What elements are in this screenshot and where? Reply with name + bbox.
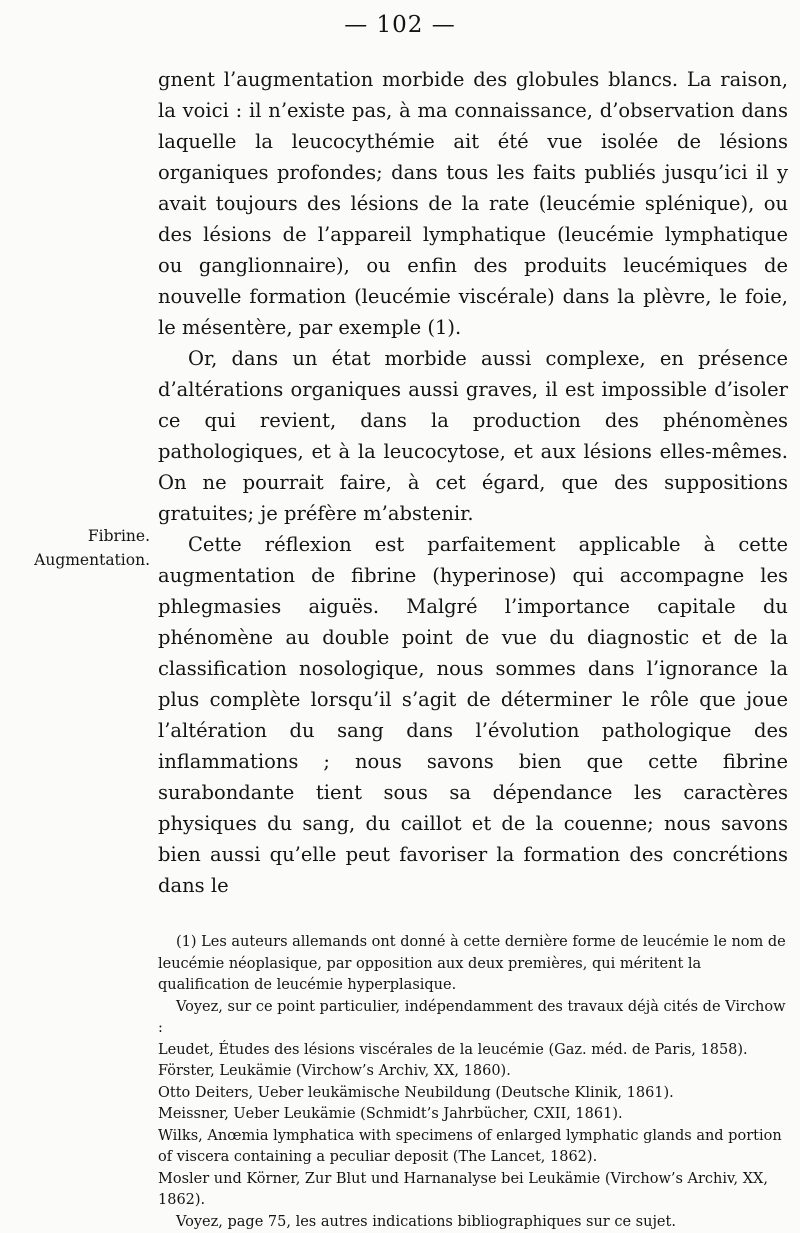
main-text	[158, 64, 788, 901]
paragraph: Or, dans un état morbide aussi complexe, en présence d’altérations organiques aussi graves, il est impossible d’isoler ce qui revient, dans la production des phénomènes pathologiques, et à la leucocytose, et aux lésions elles-mêmes. On ne pourrait faire, à cet égard, que des suppositions gratuites; je préfère m’abstenir.	[158, 343, 788, 529]
footnote: Voyez, page 75, les autres indications bibliographiques sur ce sujet.	[158, 1212, 788, 1233]
margin-note-augmentation: Augmentation.	[10, 548, 150, 572]
footnotes	[158, 932, 788, 1233]
footnote-reference: Wilks, Anœmia lymphatica with specimens of enlarged lymphatic glands and portion of viscera containing a peculiar deposit (The Lancet, 1862).	[158, 1126, 788, 1169]
margin-notes	[10, 524, 150, 572]
footnote: Voyez, sur ce point particulier, indépendamment des travaux déjà cités de Virchow :	[158, 997, 788, 1040]
margin-note-fibrine: Fibrine.	[10, 524, 150, 548]
footnote-reference: Otto Deiters, Ueber leukämische Neubildung (Deutsche Klinik, 1861).	[158, 1083, 788, 1105]
footnote-reference: Leudet, Études des lésions viscérales de la leucémie (Gaz. méd. de Paris, 1858).	[158, 1040, 788, 1062]
paragraph: Cette réflexion est parfaitement applicable à cette augmentation de fibrine (hyperinose) qui accompagne les phlegmasies aiguës. Malgré l’importance capitale du phénomène au double point de vue du diagnostic et de la classification nosologique, nous sommes dans l’ignorance la plus complète lorsqu’il s’agit de déterminer le rôle que joue l’altération du sang dans l’évolution pathologique des inflammations ; nous savons bien que cette fibrine surabondante tient sous sa dépendance les caractères physiques du sang, du caillot et de la couenne; nous savons bien aussi qu’elle peut favoriser la formation des concrétions dans le	[158, 529, 788, 901]
paragraph: gnent l’augmentation morbide des globules blancs. La raison, la voici : il n’existe pas, à ma connaissance, d’observation dans laquelle la leucocythémie ait été vue isolée de lésions organiques profondes; dans tous les faits publiés jusqu’ici il y avait toujours des lésions de la rate (leucémie splénique), ou des lésions de l’appareil lymphatique (leucémie lymphatique ou ganglionnaire), ou enfin des produits leucémiques de nouvelle formation (leucémie viscérale) dans la plèvre, le foie, le mésentère, par exemple (1).	[158, 64, 788, 343]
footnote: (1) Les auteurs allemands ont donné à cette dernière forme de leucémie le nom de leucémie néoplasique, par opposition aux deux premières, qui méritent la qualification de leucémie hyperplasique.	[158, 932, 788, 997]
footnote-reference: Meissner, Ueber Leukämie (Schmidt’s Jahrbücher, CXII, 1861).	[158, 1104, 788, 1126]
footnote-reference: Förster, Leukämie (Virchow’s Archiv, XX, 1860).	[158, 1061, 788, 1083]
page-number-header: — 102 —	[0, 12, 800, 38]
footnote-reference: Mosler und Körner, Zur Blut und Harnanalyse bei Leukämie (Virchow’s Archiv, XX, 1862).	[158, 1169, 788, 1212]
